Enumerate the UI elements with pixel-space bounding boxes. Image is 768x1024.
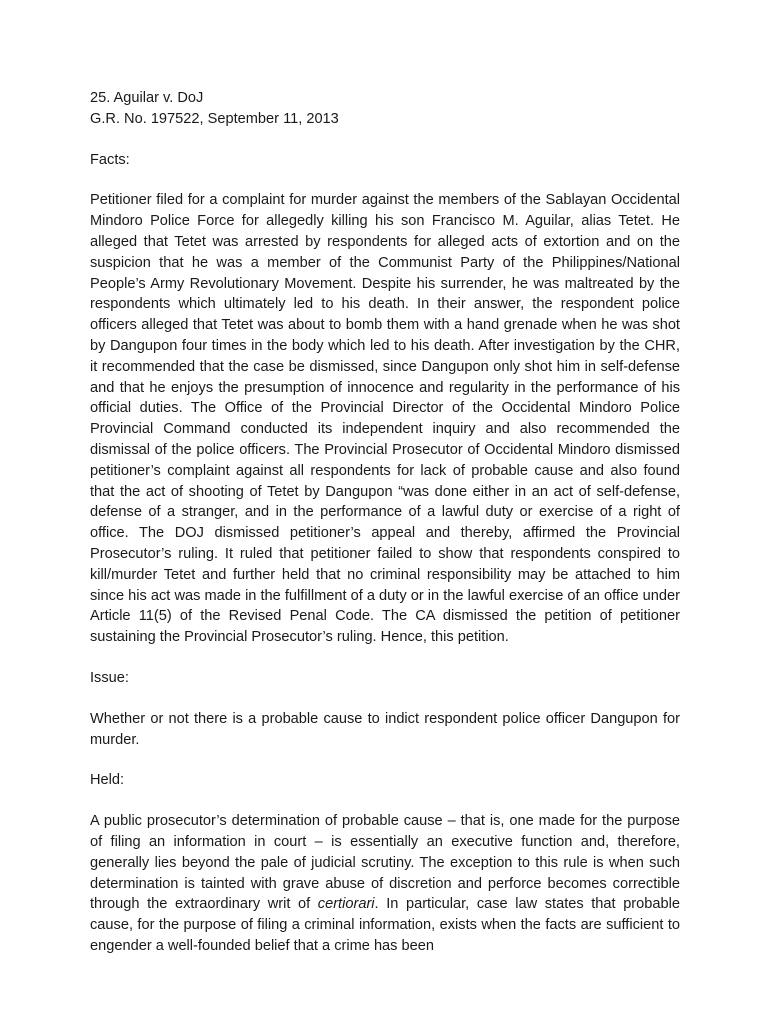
held-paragraph (90, 811, 680, 957)
facts-heading: Facts: (90, 151, 130, 168)
issue-paragraph: Whether or not there is a probable cause to indict respondent police officer Dangupon for murder. (90, 710, 680, 748)
held-text-start: A public prosecutor’s determination of probable cause – that is, one made for the purpose of filing an information in court – is essentially an executive function and, therefore, generally lies beyond the pale of judicial scrutiny. The exception to this rule is when such determination is tainted with grave abuse of discretion and perforce becomes correctible through the extraordinary writ of (90, 813, 680, 913)
held-text-end: . In particular, case law states that probable cause, for the purpose of filing a criminal information, exists when the facts are sufficient to engender a well-founded belief that a crime has been (90, 896, 680, 954)
case-title: 25. Aguilar v. DoJ (90, 90, 204, 106)
document-page (90, 88, 680, 957)
issue-heading: Issue: (90, 669, 129, 686)
case-citation: G.R. No. 197522, September 11, 2013 (90, 110, 339, 127)
held-italic-term: certiorari (317, 896, 375, 913)
held-heading: Held: (90, 772, 125, 789)
facts-paragraph: Petitioner filed for a complaint for murder against the members of the Sablayan Occidental Mindoro Police Force for allegedly killing his son Francisco M. Aguilar, alias Tetet. He alleged that Tetet was arrested by respondents for alleged acts of extortion and on the suspicion that he was a member of the Communist Party of the Philippines/National People’s Army Revolutionary Movement. Despite his surrender, he was maltreated by the respondents which ultimately led to his death. In their answer, the respondent police officers alleged that Tetet was about to bomb them with a hand grenade when he was shot by Dangupon four times in the body which led to his death. After investigation by the CHR, it recommended that the case be dismissed, since Dangupon only shot him in self-defense and that he enjoys the presumption of innocence and regularity in the performance of his official duties. The Office of the Provincial Director of the Occidental Mindoro Police Provincial Command conducted its independent inquiry and also recommended the dismissal of the police officers. The Provincial Prosecutor of Occidental Mindoro dismissed petitioner’s complaint against all respondents for lack of probable cause and also found that the act of shooting of Tetet by Dangupon “was done either in an act of self-defense, defense of a stranger, and in the performance of a lawful duty or exercise of a right of office. The DOJ dismissed petitioner’s appeal and thereby, affirmed the Provincial Prosecutor’s ruling. It ruled that petitioner failed to show that respondents conspired to kill/murder Tetet and further held that no criminal responsibility may be attached to him since his act was made in the fulfillment of a duty or in the lawful exercise of an office under Article 11(5) of the Revised Penal Code. The CA dismissed the petition of petitioner sustaining the Provincial Prosecutor’s ruling. Hence, this petition. (90, 192, 680, 646)
